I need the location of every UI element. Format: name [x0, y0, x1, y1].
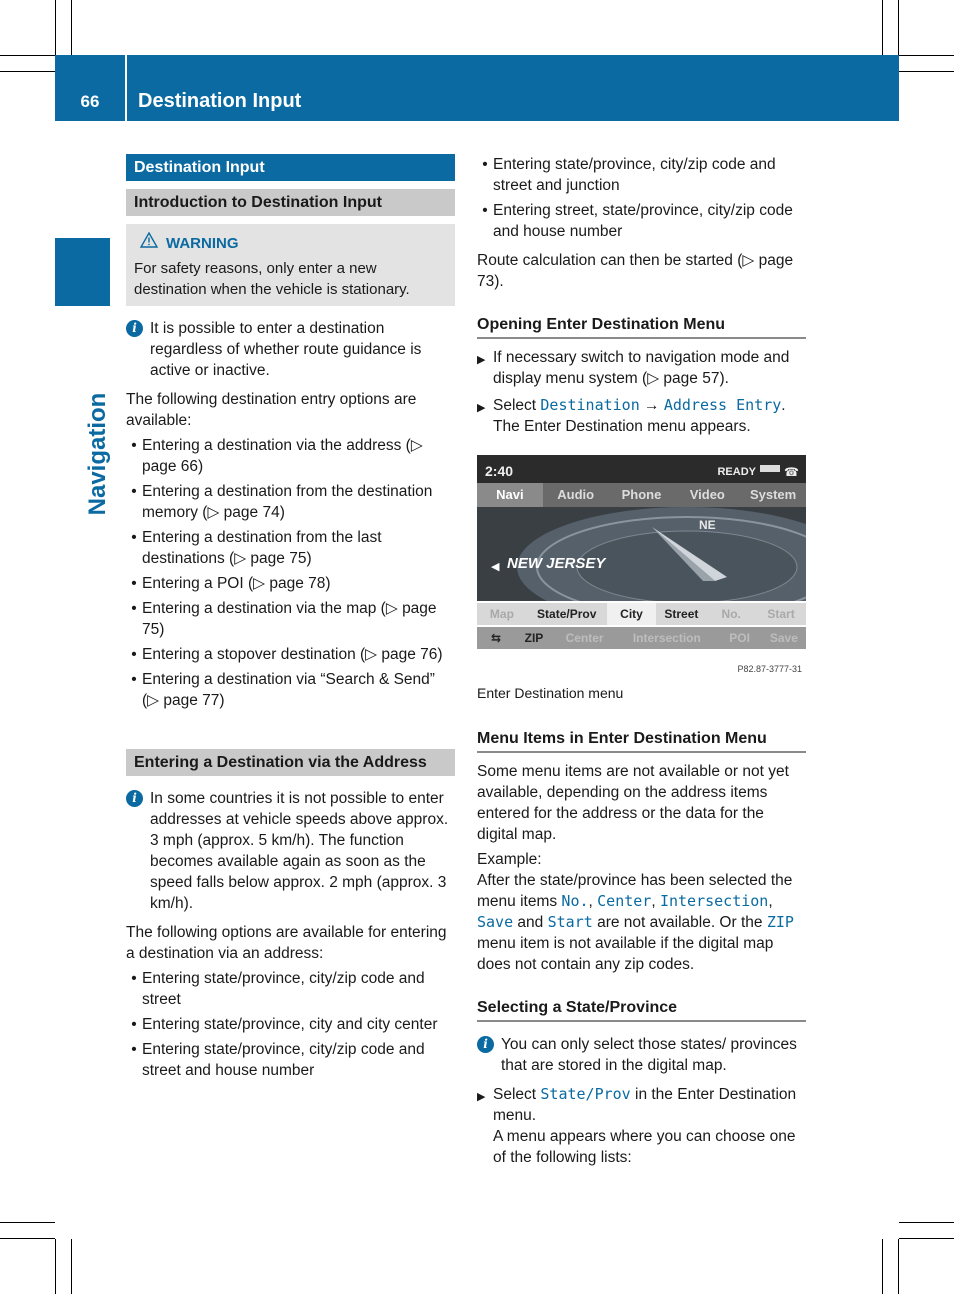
crop-mark — [71, 1239, 72, 1294]
screen-map — [477, 507, 806, 601]
warning-header — [140, 232, 447, 254]
address-section-title: Entering a Destination via the Address — [126, 749, 455, 776]
list-item: • Entering state/province, city/zip code and street and house number — [131, 1041, 425, 1079]
info-text: It is possible to enter a destination regardless of whether route guidance is active or inactive. — [150, 320, 422, 379]
step-arrow-icon: ▶ — [477, 354, 486, 366]
menu-code-center: Center — [597, 892, 652, 910]
crop-mark — [882, 0, 883, 55]
menu-code-no: No. — [561, 892, 589, 910]
info-note — [477, 1034, 806, 1076]
list-item: • Entering a destination via the address (▷ page 66) — [131, 437, 423, 475]
list-item: • Entering a destination via the map (▷ page 75) — [131, 600, 437, 638]
list-item: • Entering a POI (▷ page 78) — [131, 575, 331, 592]
crop-mark — [899, 71, 954, 72]
menu-items-heading: Menu Items in Enter Destination Menu — [477, 728, 806, 753]
left-column — [126, 154, 455, 1081]
right-column — [477, 154, 806, 1168]
paragraph: Route calculation can then be started (▷ page 73). — [477, 252, 794, 290]
screen-item-save: Save — [769, 631, 798, 645]
screen-address-row — [477, 603, 806, 625]
screen-item-center: Center — [565, 631, 604, 645]
paragraph: The following destination entry options are available: — [126, 391, 417, 429]
compass-direction: NE — [699, 518, 716, 532]
info-note — [126, 788, 455, 914]
image-caption: Enter Destination menu — [477, 685, 624, 701]
action-step: ▶ If necessary switch to navigation mode and display menu system (▷ page 57). — [477, 349, 790, 387]
step-arrow-icon: ▶ — [477, 402, 486, 414]
screen-option-row — [477, 627, 806, 649]
menu-code-intersection: Intersection — [659, 892, 769, 910]
crop-mark — [55, 0, 56, 55]
warning-text: For safety reasons, only enter a new destination when the vehicle is stationary. — [134, 260, 410, 298]
warning-triangle-icon — [140, 232, 158, 254]
info-note — [126, 318, 455, 381]
list-item: • Entering a destination via “Search & Send” (▷ page 77) — [131, 671, 435, 709]
screen-main-menu — [477, 483, 806, 507]
bullet-list — [477, 154, 806, 242]
crop-mark — [0, 1238, 55, 1239]
screen-time: 2:40 — [485, 463, 514, 479]
crop-mark — [899, 1222, 954, 1223]
list-item: • Entering a stopover destination (▷ page 76) — [131, 646, 443, 663]
screen-item-no: No. — [721, 607, 741, 621]
menu-code-address-entry: Address Entry — [663, 396, 782, 414]
screen-item-start: Start — [767, 607, 795, 621]
crop-mark — [0, 71, 55, 72]
chapter-tab — [55, 238, 110, 306]
vehicle-icon: ◀ — [491, 561, 500, 573]
list-item: • Entering state/province, city/zip code and street — [131, 970, 425, 1008]
screen-item-poi: POI — [729, 631, 750, 645]
screen-menu-navi: Navi — [477, 483, 543, 507]
bullet-list — [126, 968, 455, 1081]
crop-mark — [71, 0, 72, 55]
phone-icon: ☎ — [784, 465, 799, 479]
screen-status: READY — [717, 466, 756, 478]
action-step: ▶ Select State/Prov in the Enter Destination menu. A menu appears where you can choose one of the following lists: — [477, 1085, 797, 1166]
back-icon: ⇆ — [490, 631, 502, 645]
page-number: 66 — [80, 92, 100, 111]
header-separator — [125, 55, 127, 121]
bullet-list — [126, 435, 455, 711]
screen-image — [477, 455, 806, 674]
example-paragraph: After the state/province has been selected the menu items No., Center, Intersection, Save and Start are not available. Or the ZIP menu item is not available if the digital map does not contain any zip codes. — [477, 872, 794, 973]
crop-mark — [898, 1239, 899, 1294]
list-item: • Entering street, state/province, city/zip code and house number — [482, 202, 793, 240]
screen-menu-phone: Phone — [621, 487, 662, 502]
info-text: In some countries it is not possible to enter addresses at vehicle speeds above approx. 3 mph (approx. 5 km/h). The function becomes available again as soon as the speed falls below approx. 2 mph (approx. 3 km/h). — [150, 790, 449, 912]
crop-mark — [0, 1222, 55, 1223]
screen-menu-audio: Audio — [557, 487, 595, 502]
info-icon: i — [126, 320, 143, 337]
screen-item-zip: ZIP — [524, 631, 544, 645]
screen-item-map: Map — [489, 607, 514, 621]
intro-title: Introduction to Destination Input — [126, 189, 455, 216]
warning-label: WARNING — [166, 234, 239, 252]
list-item: • Entering a destination from the last destinations (▷ page 75) — [131, 529, 382, 567]
paragraph: The following options are available for entering a destination via an address: — [126, 924, 447, 962]
info-text: You can only select those states/ provinces that are stored in the digital map. — [501, 1036, 797, 1074]
paragraph: Some menu items are not available or not yet available, depending on the address items entered for the address or the data for the digital map. — [477, 763, 789, 843]
section-title: Destination Input — [126, 154, 455, 181]
page-title: Destination Input — [138, 90, 302, 112]
menu-code-state-prov: State/Prov — [540, 1085, 631, 1103]
screen-status-bar — [477, 455, 806, 483]
screen-menu-system: System — [749, 487, 797, 502]
current-state: NEW JERSEY — [507, 555, 606, 572]
crop-mark — [899, 1238, 954, 1239]
list-item: • Entering a destination from the destination memory (▷ page 74) — [131, 483, 433, 521]
image-code: P82.87-3777-31 — [737, 664, 802, 674]
menu-code-start: Start — [547, 913, 593, 931]
screen-item-street: Street — [664, 607, 699, 621]
chapter-label: Navigation — [84, 392, 111, 516]
list-item: • Entering state/province, city/zip code and street and junction — [482, 156, 776, 194]
menu-code-zip: ZIP — [766, 913, 794, 931]
screen-item-state: State/Prov — [537, 607, 597, 621]
example-label: Example: — [477, 851, 542, 868]
screen-item-intersection: Intersection — [632, 631, 701, 645]
warning-box — [126, 224, 455, 306]
crop-mark — [898, 0, 899, 55]
crop-mark — [55, 1239, 56, 1294]
selecting-state-heading: Selecting a State/Province — [477, 997, 806, 1022]
action-step: ▶ Select Destination → Address Entry. The Enter Destination menu appears. — [477, 396, 786, 435]
signal-icon — [760, 465, 780, 472]
screen-item-city: City — [607, 603, 657, 625]
menu-code-destination: Destination — [540, 396, 640, 414]
list-item: • Entering state/province, city and city center — [131, 1016, 438, 1033]
menu-code-save: Save — [477, 913, 514, 931]
info-icon: i — [477, 1036, 494, 1053]
crop-mark — [899, 55, 954, 56]
step-arrow-icon: ▶ — [477, 1091, 486, 1103]
crop-mark — [882, 1239, 883, 1294]
info-icon: i — [126, 790, 143, 807]
opening-menu-heading: Opening Enter Destination Menu — [477, 314, 806, 339]
screen-menu-video: Video — [689, 487, 725, 502]
crop-mark — [0, 55, 55, 56]
